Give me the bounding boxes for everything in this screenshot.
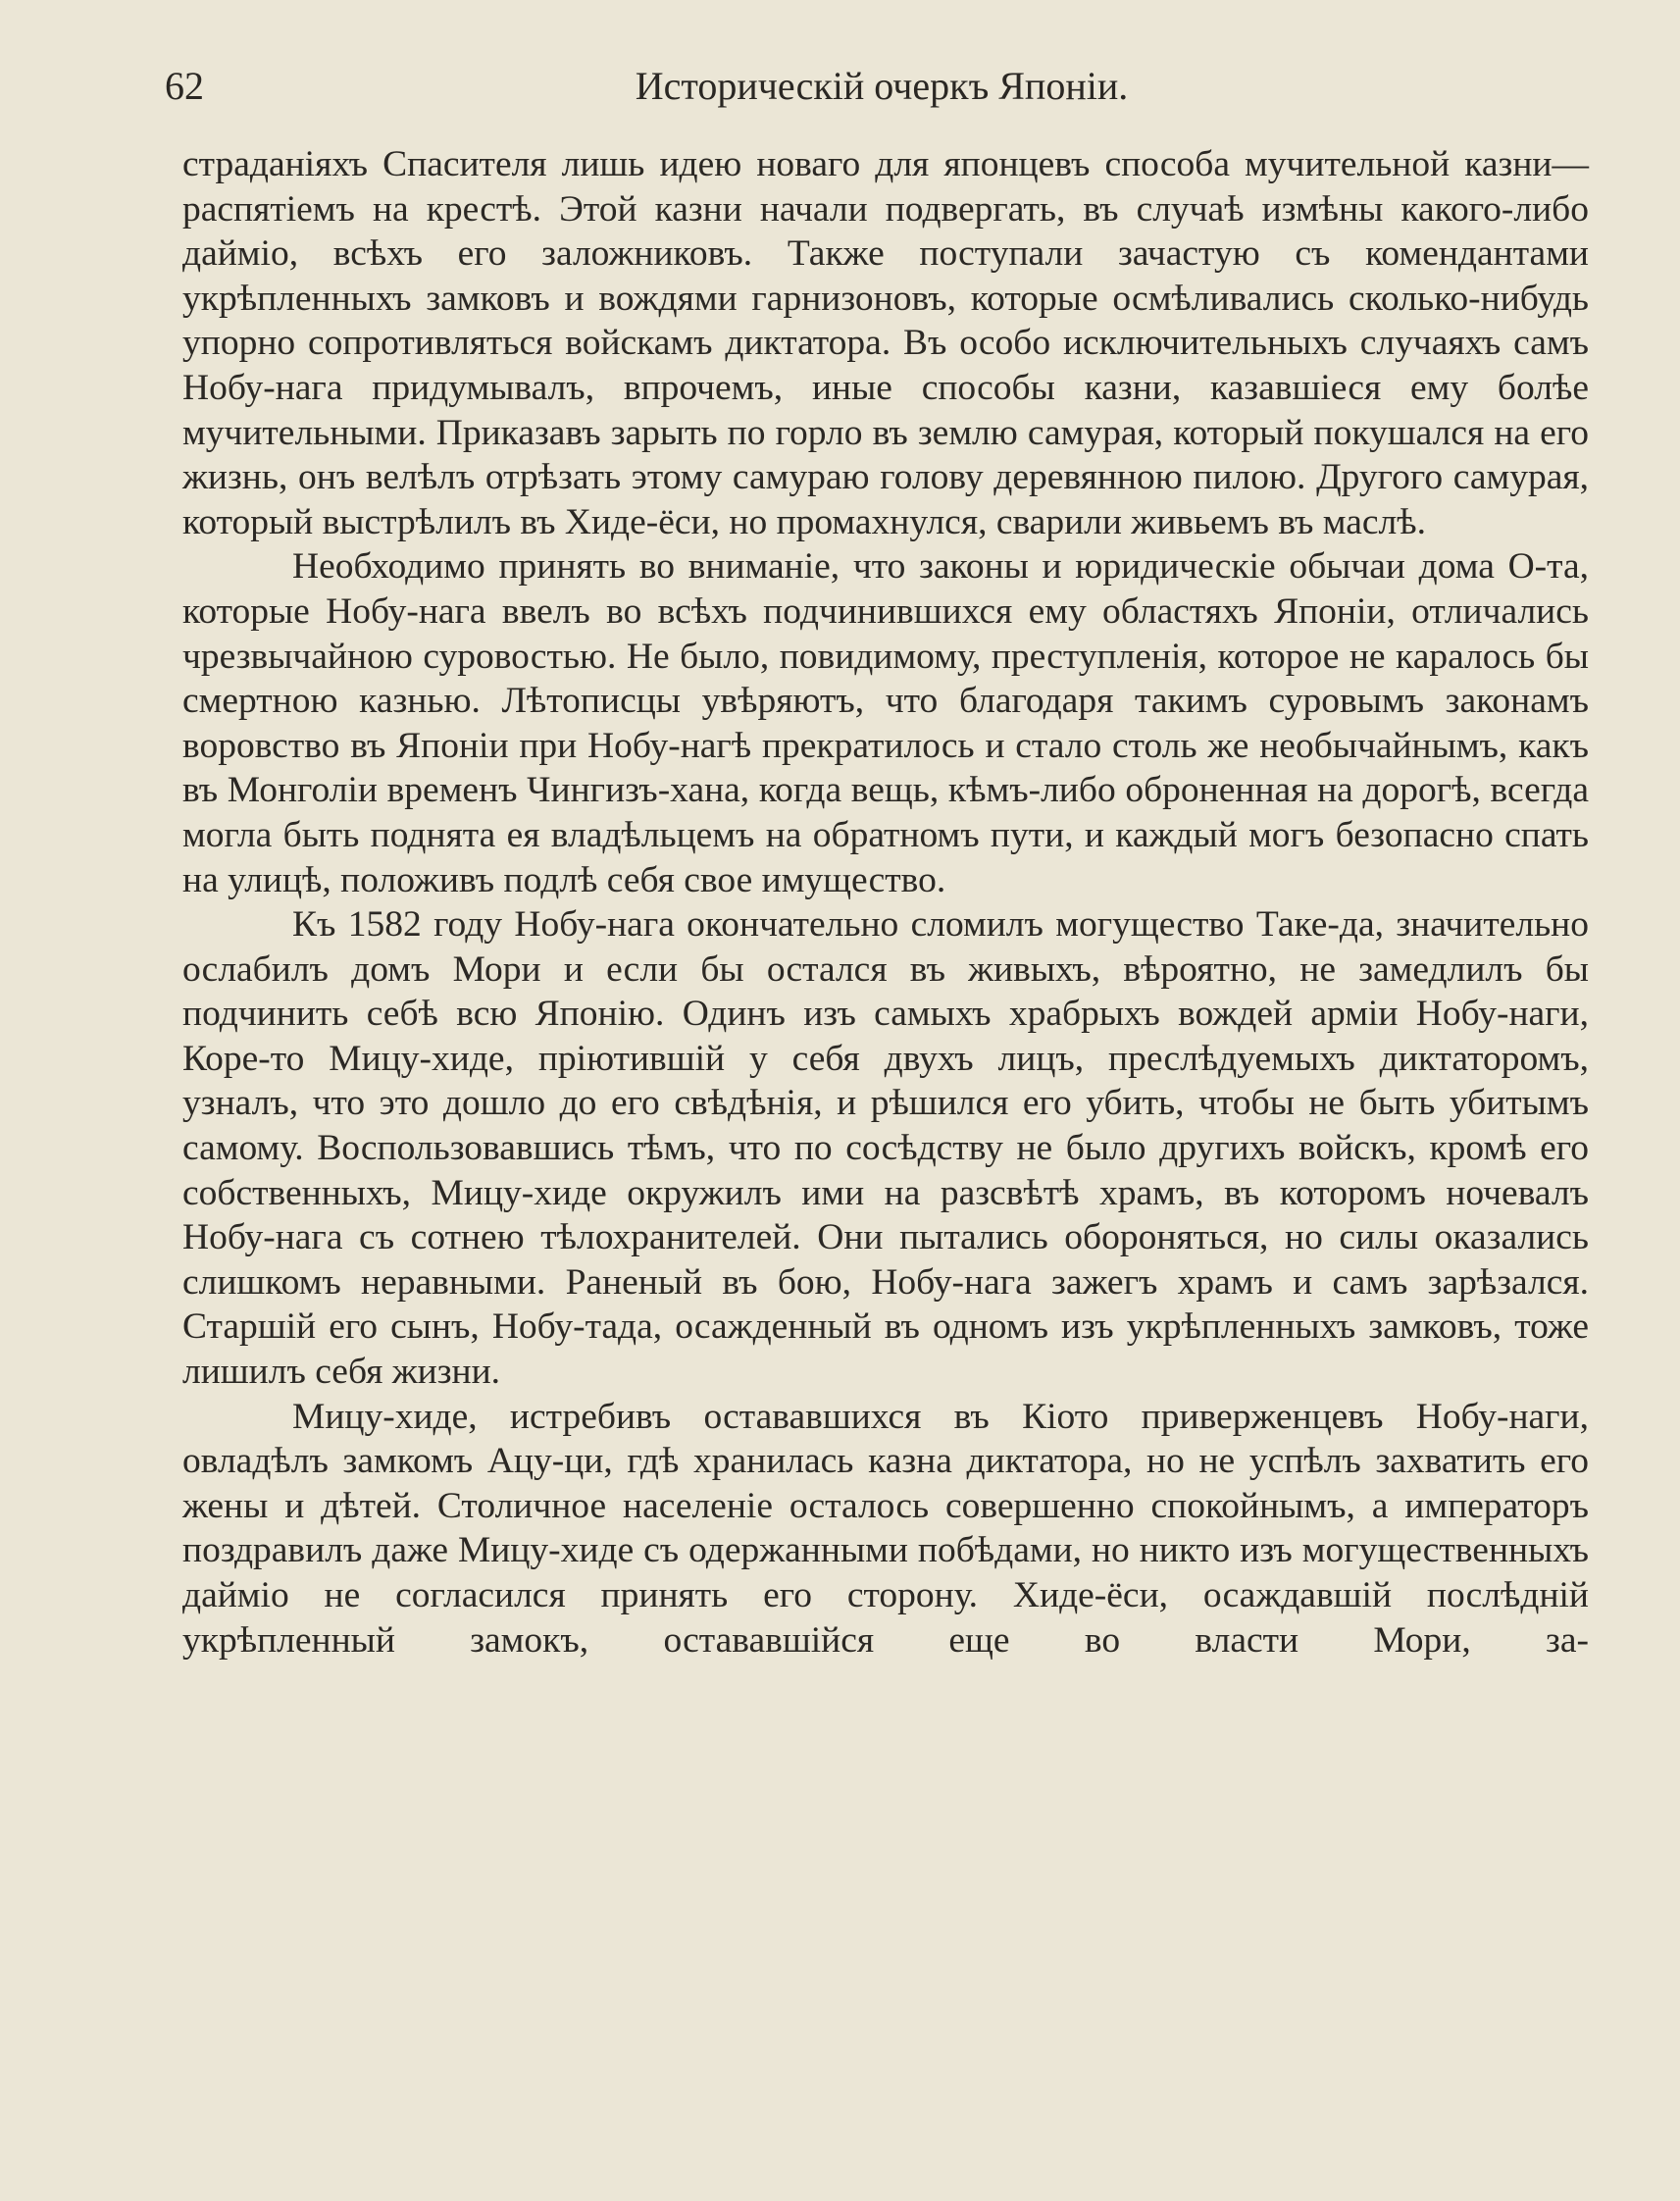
page-number: 62 — [165, 64, 204, 108]
body-text — [182, 142, 1589, 1663]
paragraph: Необходимо принять во вниманіе, что законы и юридическіе обычаи дома О-та, которые Нобу-нага ввелъ во всѣхъ подчинившихся ему областяхъ Японіи, отличались чрезвычайною суровостью. Не было, повидимому, преступленія, которое не каралось бы смертною казнью. Лѣтописцы увѣряютъ, что благодаря такимъ суровымъ законамъ воровство въ Японіи при Нобу-нагѣ прекратилось и стало столь же необычайнымъ, какъ въ Монголіи временъ Чингизъ-хана, когда вещь, кѣмъ-либо оброненная на дорогѣ, всегда могла быть поднята ея владѣльцемъ на обратномъ пути, и каждый могъ безопасно спать на улицѣ, положивъ подлѣ себя свое имущество. — [182, 546, 1589, 900]
page-header — [165, 57, 1599, 116]
paragraph: страданіяхъ Спасителя лишь идею новаго для японцевъ способа мучительной казни—распятіемъ на крестѣ. Этой казни начали подвергать, въ случаѣ измѣны какого-либо дайміо, всѣхъ его заложниковъ. Также поступали зачастую съ комендантами укрѣпленныхъ замковъ и вождями гарнизоновъ, которые осмѣливались сколько-нибудь упорно сопротивляться войскамъ диктатора. Въ особо исключительныхъ случаяхъ самъ Нобу-нага придумывалъ, впрочемъ, иные способы казни, казавшіеся ему болѣе мучительными. Приказавъ зарыть по горло въ землю самурая, который покушался на его жизнь, онъ велѣлъ отрѣзать этому самураю голову деревянною пилою. Другого самурая, который выстрѣлилъ въ Хиде-ёси, но промахнулся, сварили живьемъ въ маслѣ. — [182, 144, 1589, 542]
paragraph: Мицу-хиде, истребивъ остававшихся въ Кіото приверженцевъ Нобу-наги, овладѣлъ замкомъ Ацу-ци, гдѣ хранилась казна диктатора, но не успѣлъ захватить его жены и дѣтей. Столичное населеніе осталось совершенно спокойнымъ, а императоръ поздравилъ даже Мицу-хиде съ одержанными побѣдами, но никто изъ могущественныхъ дайміо не согласился принять его сторону. Хиде-ёси, осаждавшій послѣдній укрѣпленный замокъ, остававшійся еще во власти Мори, за- — [182, 1396, 1589, 1661]
paragraph: Къ 1582 году Нобу-нага окончательно сломилъ могущество Таке-да, значительно ослабилъ домъ Мори и если бы остался въ живыхъ, вѣроятно, не замедлилъ бы подчинить себѣ всю Японію. Одинъ изъ самыхъ храбрыхъ вождей арміи Нобу-наги, Коре-то Мицу-хиде, пріютившій у себя двухъ лицъ, преслѣдуемыхъ диктаторомъ, узналъ, что это дошло до его свѣдѣнія, и рѣшился его убить, чтобы не быть убитымъ самому. Воспользовавшись тѣмъ, что по сосѣдству не было другихъ войскъ, кромѣ его собственныхъ, Мицу-хиде окружилъ ими на разсвѣтѣ храмъ, въ которомъ ночевалъ Нобу-нага съ сотнею тѣлохранителей. Они пытались обороняться, но силы оказались слишкомъ неравными. Раненый въ бою, Нобу-нага зажегъ храмъ и самъ зарѣзался. Старшій его сынъ, Нобу-тада, осажденный въ одномъ изъ укрѣпленныхъ замковъ, тоже лишилъ себя жизни. — [182, 904, 1589, 1393]
running-title: Историческій очеркъ Японіи. — [635, 64, 1129, 108]
